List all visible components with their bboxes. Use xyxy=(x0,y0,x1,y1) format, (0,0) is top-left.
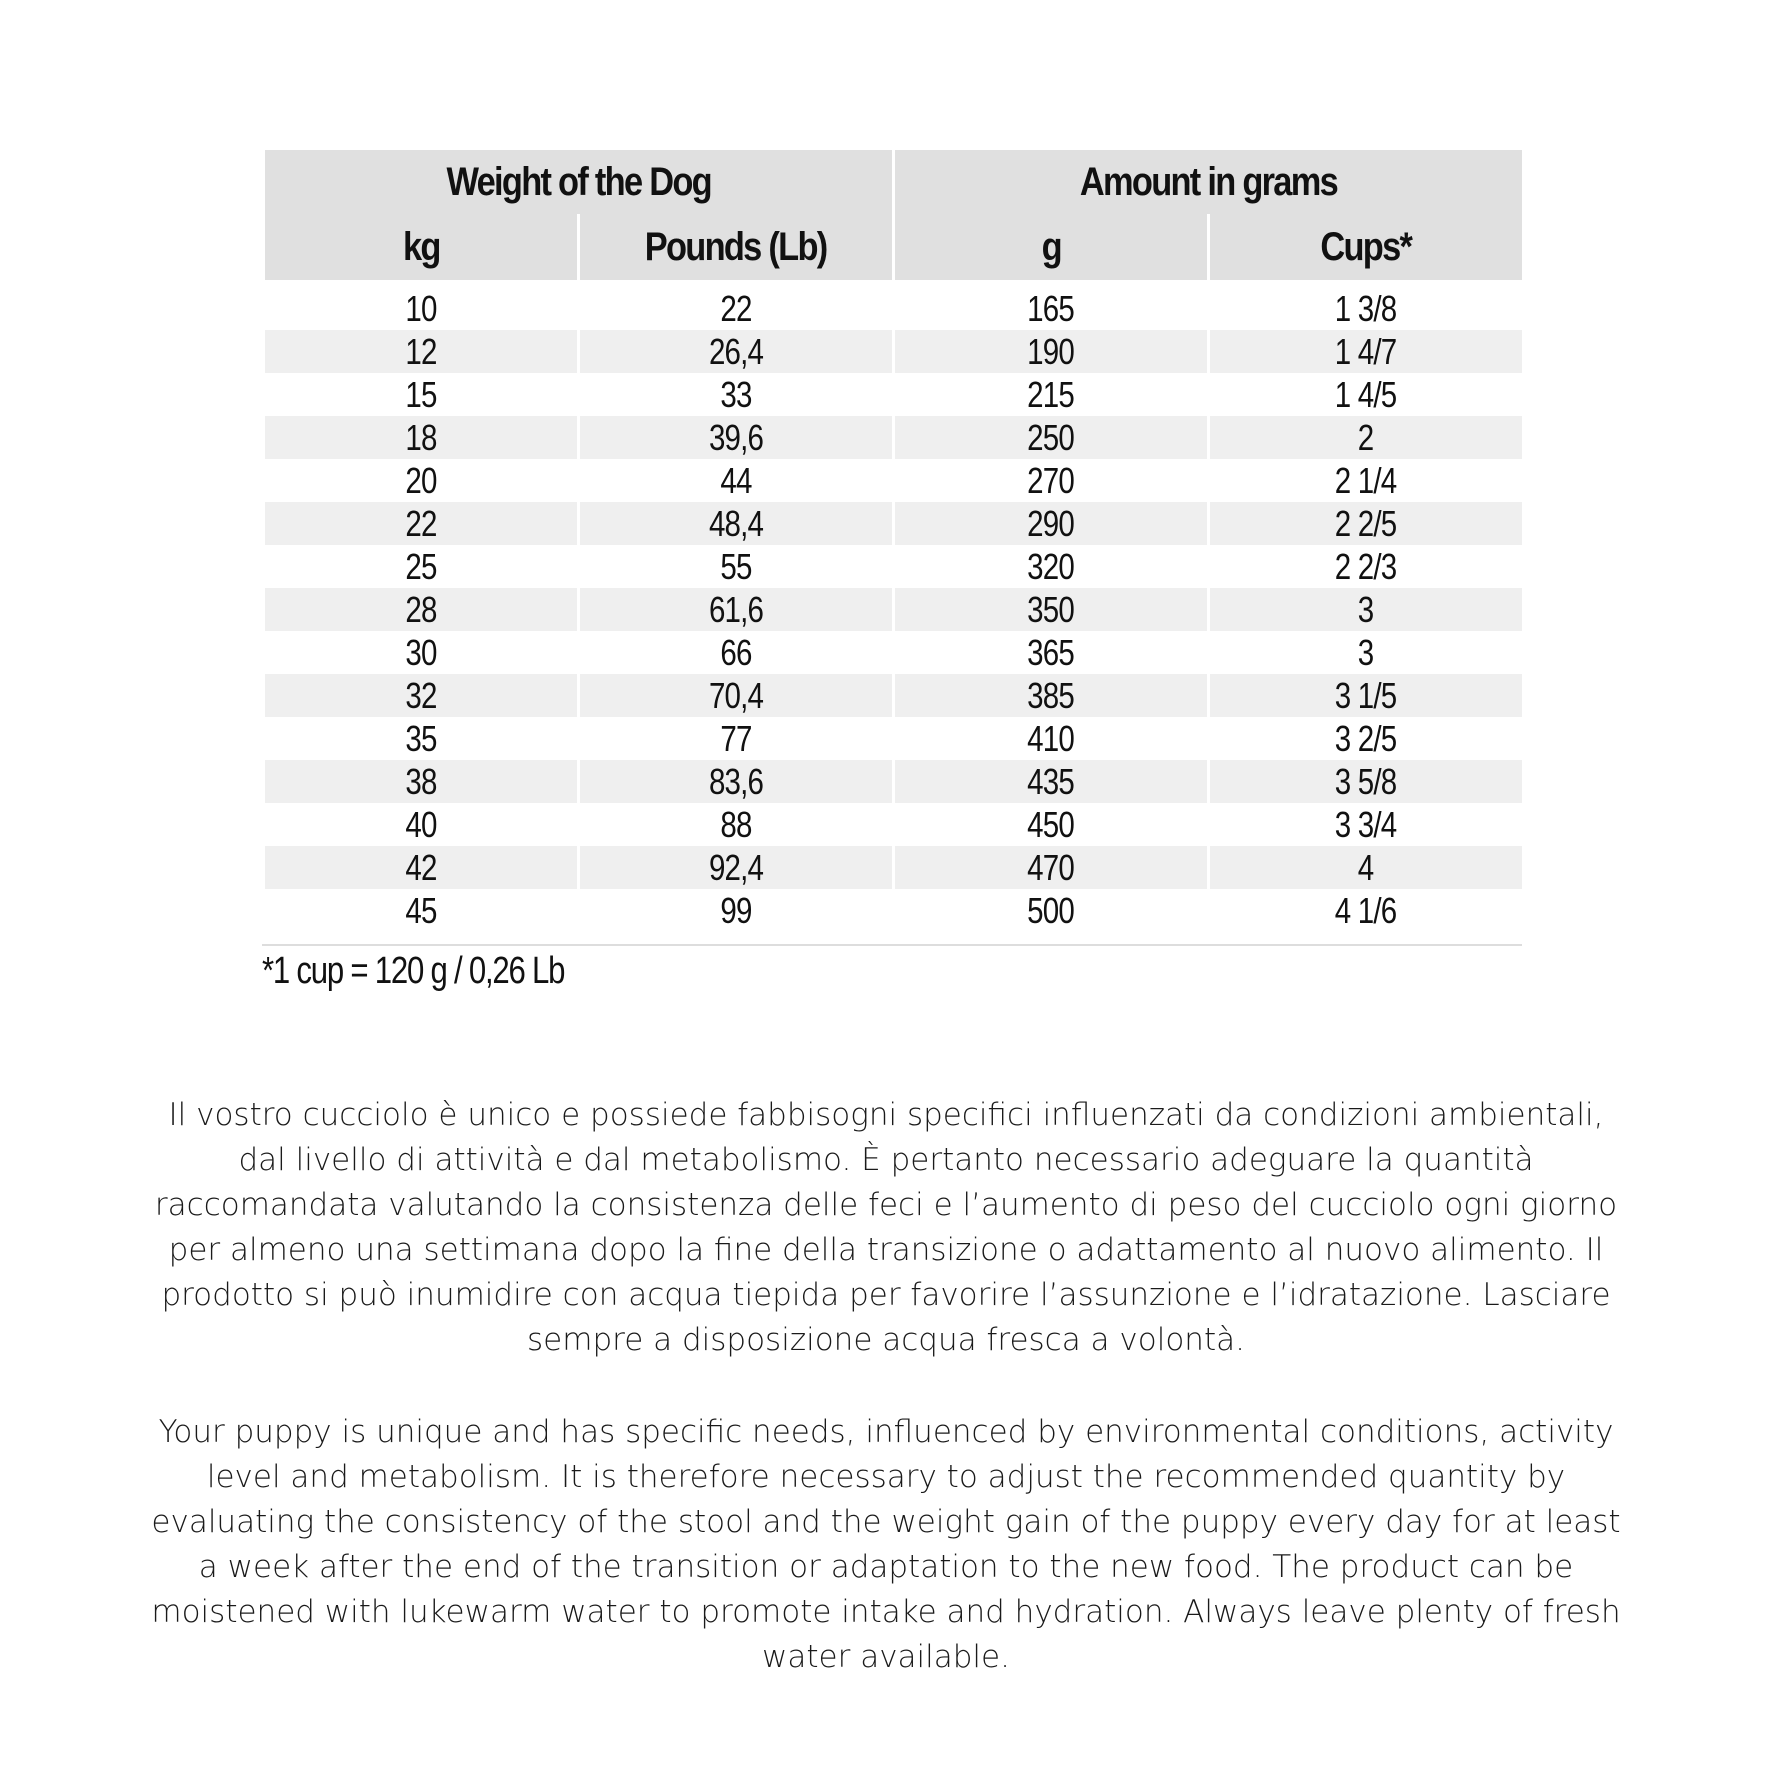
group-header-amount: Amount in grams xyxy=(895,150,1522,214)
pounds-cell: 48,4 xyxy=(580,502,892,545)
pounds-cell: 70,4 xyxy=(580,674,892,717)
table-row xyxy=(265,459,1522,502)
table-row xyxy=(265,803,1522,846)
kg-cell: 32 xyxy=(265,674,577,717)
cups-cell: 2 2/3 xyxy=(1210,545,1522,588)
kg-cell: 20 xyxy=(265,459,577,502)
kg-cell: 38 xyxy=(265,760,577,803)
cups-cell: 2 1/4 xyxy=(1210,459,1522,502)
cups-cell: 3 5/8 xyxy=(1210,760,1522,803)
kg-cell: 18 xyxy=(265,416,577,459)
cups-cell: 3 xyxy=(1210,631,1522,674)
grams-cell: 470 xyxy=(895,846,1207,889)
column-header-kg: kg xyxy=(265,214,577,280)
table-row xyxy=(265,545,1522,588)
pounds-cell: 22 xyxy=(580,287,892,330)
kg-cell: 10 xyxy=(265,287,577,330)
table-footnote: *1 cup = 120 g / 0,26 Lb xyxy=(262,950,565,992)
table-row xyxy=(265,674,1522,717)
kg-cell: 15 xyxy=(265,373,577,416)
kg-cell: 42 xyxy=(265,846,577,889)
cups-cell: 1 3/8 xyxy=(1210,287,1522,330)
cups-cell: 3 1/5 xyxy=(1210,674,1522,717)
pounds-cell: 66 xyxy=(580,631,892,674)
grams-cell: 500 xyxy=(895,889,1207,932)
kg-cell: 22 xyxy=(265,502,577,545)
cups-cell: 1 4/5 xyxy=(1210,373,1522,416)
table-row xyxy=(265,588,1522,631)
table-row xyxy=(265,631,1522,674)
grams-cell: 435 xyxy=(895,760,1207,803)
column-header-pounds: Pounds (Lb) xyxy=(580,214,892,280)
cups-cell: 2 xyxy=(1210,416,1522,459)
table-row xyxy=(265,502,1522,545)
pounds-cell: 99 xyxy=(580,889,892,932)
cups-cell: 3 3/4 xyxy=(1210,803,1522,846)
kg-cell: 35 xyxy=(265,717,577,760)
paragraph-english: Your puppy is unique and has specific needs, influenced by environmental conditions, activity level and metabolism. It is therefore necessary to adjust the recommended quantity by evaluating the consistency of the stool and the weight gain of the puppy every day for at least a week after the end of the transition or adaptation to the new food. The product can be moistened with lukewarm water to promote intake and hydration. Always leave plenty of fresh water available. xyxy=(151,1414,1621,1675)
grams-cell: 410 xyxy=(895,717,1207,760)
kg-cell: 40 xyxy=(265,803,577,846)
table-row xyxy=(265,287,1522,330)
grams-cell: 365 xyxy=(895,631,1207,674)
grams-cell: 270 xyxy=(895,459,1207,502)
table-row xyxy=(265,373,1522,416)
cups-cell: 4 1/6 xyxy=(1210,889,1522,932)
pounds-cell: 88 xyxy=(580,803,892,846)
grams-cell: 250 xyxy=(895,416,1207,459)
pounds-cell: 44 xyxy=(580,459,892,502)
group-header-weight: Weight of the Dog xyxy=(265,150,892,214)
pounds-cell: 33 xyxy=(580,373,892,416)
paragraph-italian: Il vostro cucciolo è unico e possiede fabbisogni specifici influenzati da condizioni ambientali, dal livello di attività e dal metabolismo. È pertanto necessario adeguare la quantità raccomandata valutando la consistenza delle feci e l’aumento di peso del cucciolo ogni giorno per almeno una settimana dopo la fine della transizione o adattamento al nuovo alimento. Il prodotto si può inumidire con acqua tiepida per favorire l’assunzione e l’idratazione. Lasciare sempre a disposizione acqua fresca a volontà. xyxy=(154,1097,1618,1358)
table-row xyxy=(265,760,1522,803)
feeding-table xyxy=(262,150,1525,932)
pounds-cell: 83,6 xyxy=(580,760,892,803)
pounds-cell: 77 xyxy=(580,717,892,760)
pounds-cell: 39,6 xyxy=(580,416,892,459)
pounds-cell: 61,6 xyxy=(580,588,892,631)
table-row xyxy=(265,889,1522,932)
pounds-cell: 55 xyxy=(580,545,892,588)
table-body xyxy=(265,287,1522,932)
grams-cell: 290 xyxy=(895,502,1207,545)
cups-cell: 3 2/5 xyxy=(1210,717,1522,760)
kg-cell: 12 xyxy=(265,330,577,373)
grams-cell: 165 xyxy=(895,287,1207,330)
cups-cell: 4 xyxy=(1210,846,1522,889)
grams-cell: 350 xyxy=(895,588,1207,631)
kg-cell: 30 xyxy=(265,631,577,674)
grams-cell: 450 xyxy=(895,803,1207,846)
table-row xyxy=(265,846,1522,889)
kg-cell: 28 xyxy=(265,588,577,631)
grams-cell: 215 xyxy=(895,373,1207,416)
kg-cell: 25 xyxy=(265,545,577,588)
pounds-cell: 92,4 xyxy=(580,846,892,889)
cups-cell: 1 4/7 xyxy=(1210,330,1522,373)
table-row xyxy=(265,717,1522,760)
table-bottom-rule xyxy=(262,944,1522,946)
grams-cell: 190 xyxy=(895,330,1207,373)
grams-cell: 320 xyxy=(895,545,1207,588)
table-row xyxy=(265,330,1522,373)
column-header-cups: Cups* xyxy=(1210,214,1522,280)
kg-cell: 45 xyxy=(265,889,577,932)
table-row xyxy=(265,416,1522,459)
grams-cell: 385 xyxy=(895,674,1207,717)
cups-cell: 3 xyxy=(1210,588,1522,631)
column-header-grams: g xyxy=(895,214,1207,280)
cups-cell: 2 2/5 xyxy=(1210,502,1522,545)
pounds-cell: 26,4 xyxy=(580,330,892,373)
